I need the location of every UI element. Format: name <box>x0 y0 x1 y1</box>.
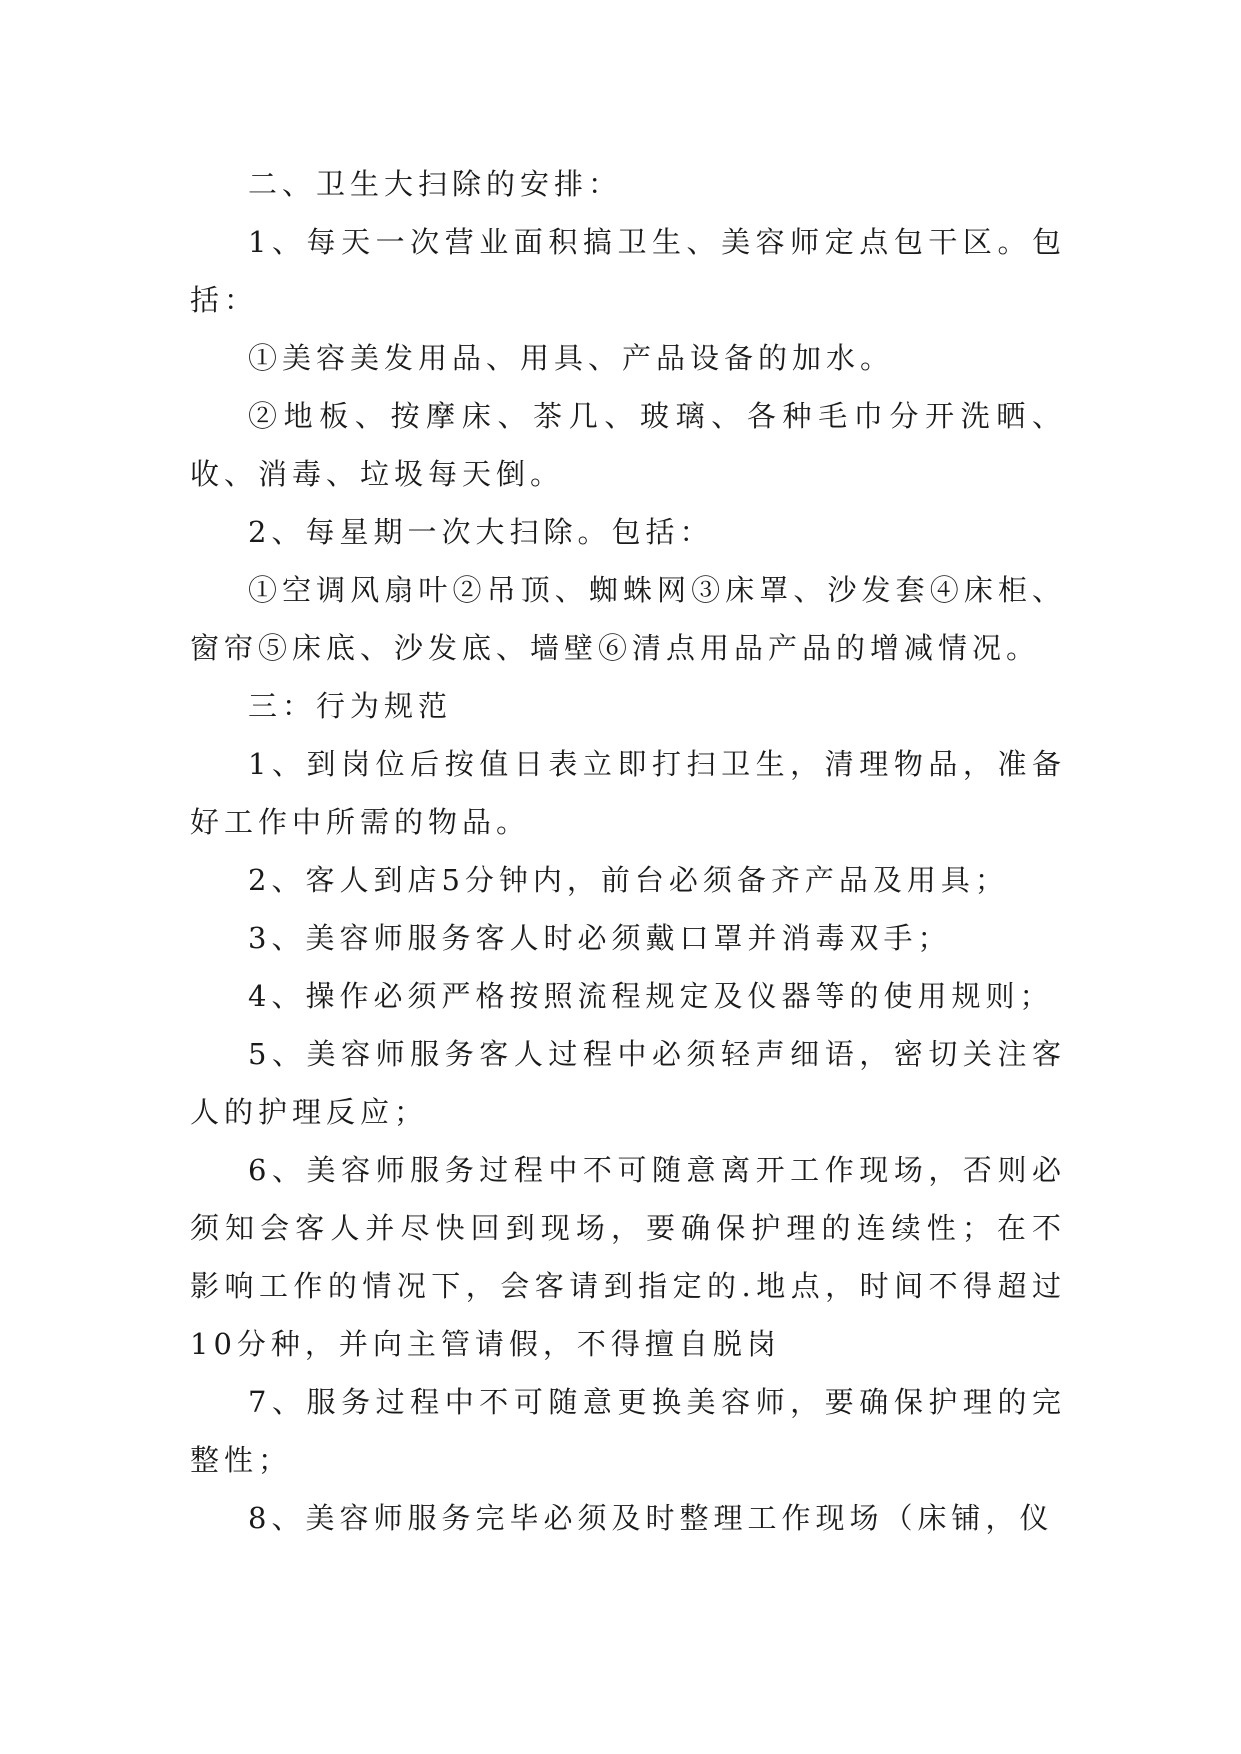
paragraph-daily-cleaning: 1、每天一次营业面积搞卫生、美容师定点包干区。包括： <box>190 225 1066 317</box>
paragraph-rule-1: 1、到岗位后按值日表立即打扫卫生，清理物品，准备好工作中所需的物品。 <box>190 747 1066 839</box>
paragraph-rule-6: 6、美容师服务过程中不可随意离开工作现场，否则必须知会客人并尽快回到现场，要确保护理的连续性；在不影响工作的情况下，会客请到指定的.地点，时间不得超过10分种，并向主管请假，不得擅自脱岗 <box>190 1153 1066 1361</box>
paragraph-weekly-items: ①空调风扇叶②吊顶、蜘蛛网③床罩、沙发套④床柜、窗帘⑤床底、沙发底、墙壁⑥清点用品产品的增减情况。 <box>190 573 1066 665</box>
paragraph-rule-8: 8、美容师服务完毕必须及时整理工作现场（床铺，仪 <box>248 1501 1054 1535</box>
paragraph-rule-7: 7、服务过程中不可随意更换美容师，要确保护理的完整性； <box>190 1385 1066 1477</box>
paragraph-rule-2: 2、客人到店5分钟内，前台必须备齐产品及用具； <box>248 863 1009 897</box>
paragraph-weekly-cleaning: 2、每星期一次大扫除。包括： <box>248 515 714 549</box>
document-body <box>190 155 1066 1547</box>
paragraph-item-2: ②地板、按摩床、茶几、玻璃、各种毛巾分开洗晒、收、消毒、垃圾每天倒。 <box>190 399 1066 491</box>
section-heading-conduct: 三：行为规范 <box>248 689 453 723</box>
paragraph-rule-4: 4、操作必须严格按照流程规定及仪器等的使用规则； <box>248 979 1054 1013</box>
paragraph-rule-5: 5、美容师服务客人过程中必须轻声细语，密切关注客人的护理反应； <box>190 1037 1066 1129</box>
paragraph-rule-3: 3、美容师服务客人时必须戴口罩并消毒双手； <box>248 921 952 955</box>
paragraph-item-1: ①美容美发用品、用具、产品设备的加水。 <box>248 341 895 375</box>
section-heading-cleaning: 二、卫生大扫除的安排： <box>248 167 623 201</box>
